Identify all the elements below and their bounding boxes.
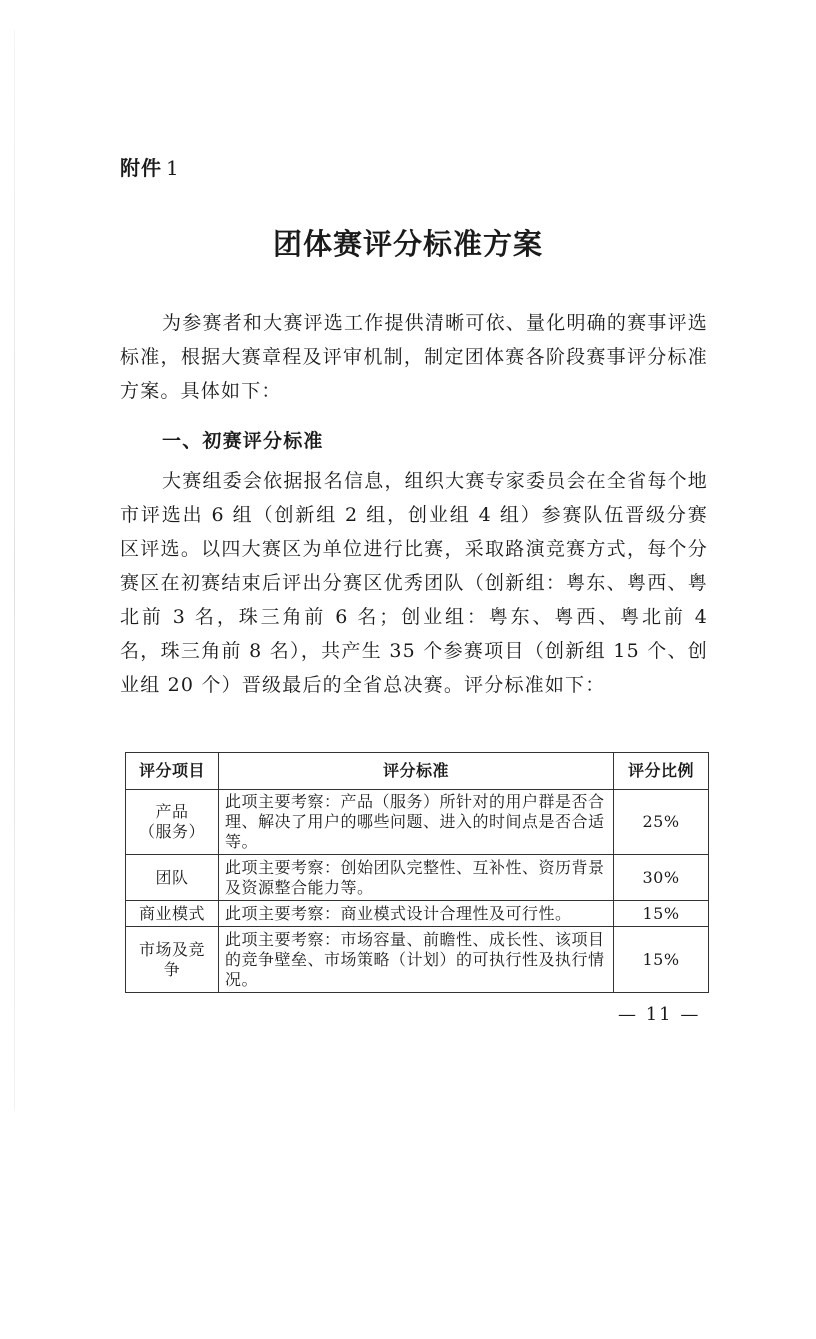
row-weight: 15% — [614, 927, 709, 993]
row-item: 团队 — [126, 855, 219, 901]
intro-paragraph: 为参赛者和大赛评选工作提供清晰可依、量化明确的赛事评选标准，根据大赛章程及评审机制，制定团体赛各阶段赛事评分标准方案。具体如下： — [120, 312, 708, 402]
row-item: 市场及竞争 — [126, 927, 219, 993]
row-criteria: 此项主要考察：市场容量、前瞻性、成长性、该项目的竞争壁垒、市场策略（计划）的可执行性及执行情况。 — [219, 927, 614, 993]
attachment-label — [120, 152, 180, 181]
row-weight: 25% — [614, 790, 709, 855]
row-criteria: 此项主要考察：商业模式设计合理性及可行性。 — [219, 901, 614, 927]
table-row — [126, 927, 709, 993]
scan-edge-line — [14, 30, 15, 1110]
section-paragraph: 大赛组委会依据报名信息，组织大赛专家委员会在全省每个地市评选出 6 组（创新组 2 组，创业组 4 组）参赛队伍晋级分赛区评选。以四大赛区为单位进行比赛，采取路演竞赛方式，每个分赛区在初赛结束后评出分赛区优秀团队（创新组：粤东、粤西、粤北前 3 名，珠三角前 6 名；创业组：粤东、粤西、粤北前 4 名，珠三角前 8 名），共产生 35 个参赛项目（创新组 15 个、创业组 20 个）晋级最后的全省总决赛。评分标准如下： — [120, 470, 708, 696]
header-criteria: 评分标准 — [219, 753, 614, 790]
document-title: 团体赛评分标准方案 — [272, 227, 543, 261]
header-weight: 评分比例 — [614, 753, 709, 790]
page-number: — 11 — — [618, 1004, 701, 1025]
attachment-text: 附件 — [120, 156, 162, 180]
row-item: 商业模式 — [126, 901, 219, 927]
attachment-number: 1 — [166, 156, 180, 180]
row-item-line1: 产品 — [155, 802, 189, 821]
row-item — [126, 790, 219, 855]
table-row — [126, 790, 709, 855]
table-row — [126, 855, 709, 901]
scoring-table — [125, 752, 709, 993]
header-item: 评分项目 — [126, 753, 219, 790]
row-item-line2: （服务） — [138, 822, 205, 841]
table-header-row — [126, 753, 709, 790]
row-weight: 15% — [614, 901, 709, 927]
row-criteria: 此项主要考察：创始团队完整性、互补性、资历背景及资源整合能力等。 — [219, 855, 614, 901]
section-heading: 一、初赛评分标准 — [162, 430, 324, 452]
row-criteria: 此项主要考察：产品（服务）所针对的用户群是否合理、解决了用户的哪些问题、进入的时间点是否合适等。 — [219, 790, 614, 855]
table-row — [126, 901, 709, 927]
row-weight: 30% — [614, 855, 709, 901]
